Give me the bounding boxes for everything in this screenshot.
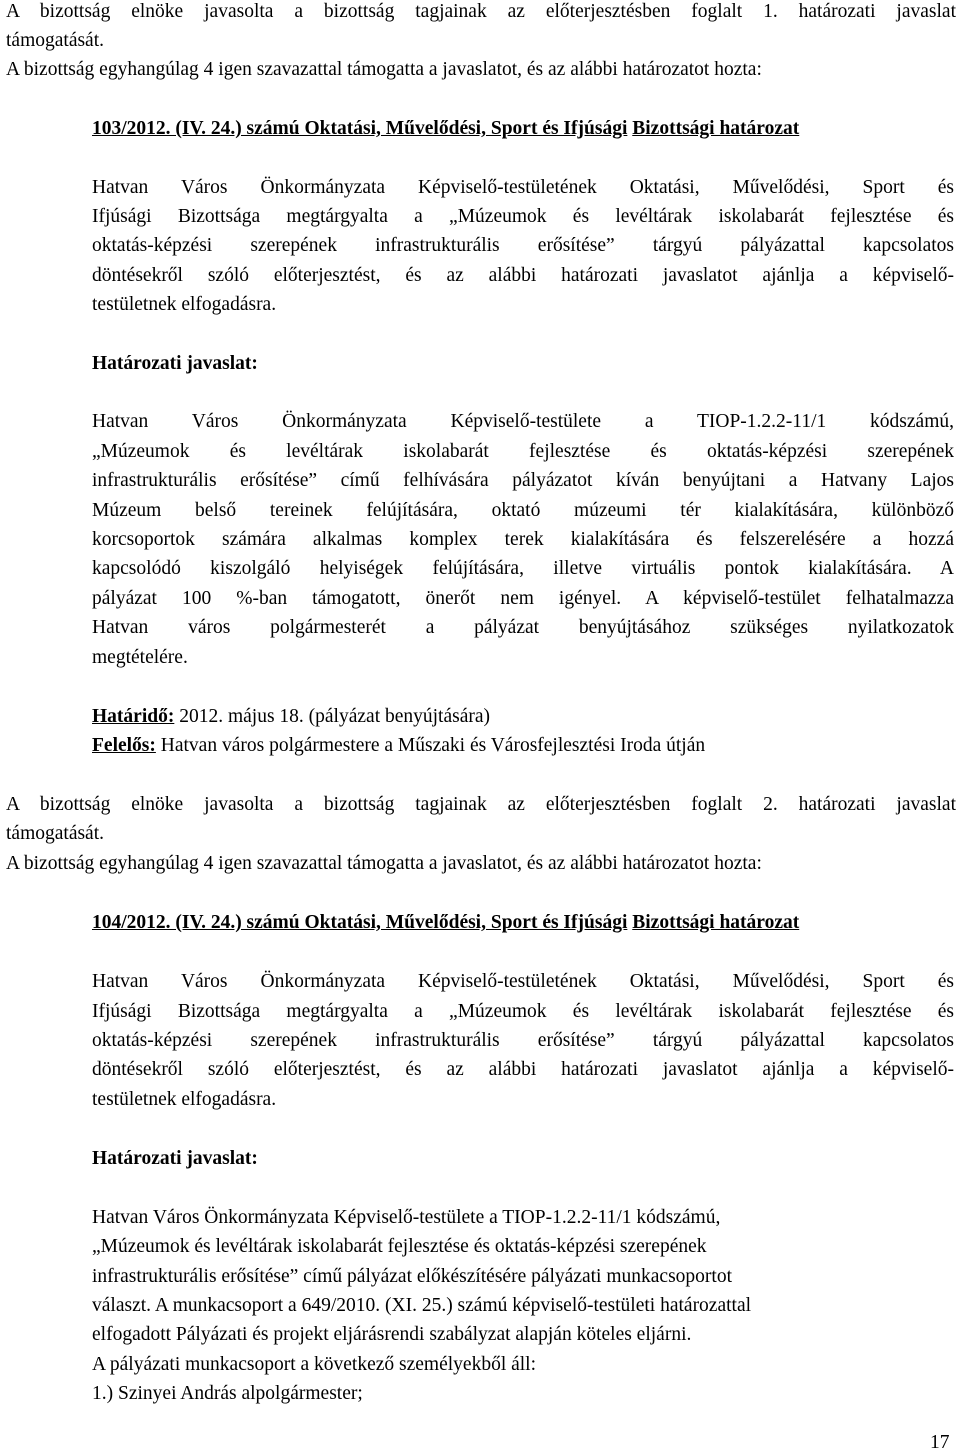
responsible-label: Felelős: bbox=[92, 735, 156, 756]
deadline-line bbox=[92, 705, 954, 729]
responsible-value: Hatvan város polgármestere a Műszaki és Városfejlesztési Iroda útján bbox=[155, 735, 706, 756]
resolution-heading bbox=[92, 911, 799, 935]
resolution-heading-type: Bizottsági határozat bbox=[632, 912, 800, 933]
proposal-line: pályázat 100 %-ban támogatott, önerőt nem igényel. A képviselő-testület felhatalmazza bbox=[92, 588, 954, 609]
proposal-line: elfogadott Pályázati és projekt eljárásrendi szabályzat alapján köteles eljárni. bbox=[92, 1324, 692, 1345]
proposal-line: korcsoportok számára alkalmas komplex terek kialakítására és felszerelésére a hozzá bbox=[92, 529, 954, 550]
proposal-line: kapcsolódó kiszolgáló helyiségek felújítására, illetve virtuális pontok kialakítására. A bbox=[92, 558, 954, 579]
paragraph-line: Ifjúsági Bizottsága megtárgyalta a „Múzeumok és levéltárak iskolabarát fejlesztése és bbox=[92, 206, 954, 227]
paragraph-line: Hatvan Város Önkormányzata Képviselő-testületének Oktatási, Művelődési, Sport és bbox=[92, 177, 954, 198]
proposal-heading: Határozati javaslat: bbox=[92, 353, 258, 374]
page-number: 17 bbox=[930, 1432, 950, 1453]
paragraph-line: oktatás-képzési szerepének infrastrukturális erősítése” tárgyú pályázattal kapcsolatos bbox=[92, 1030, 954, 1051]
proposal-line: Hatvan Város Önkormányzata Képviselő-testülete a TIOP-1.2.2-11/1 kódszámú, bbox=[92, 1207, 721, 1228]
proposal-line: megtételére. bbox=[92, 647, 188, 668]
intro-line: A bizottság elnöke javasolta a bizottság tagjainak az előterjesztésben foglalt 2. határozati javaslat bbox=[6, 794, 956, 815]
proposal-line: „Múzeumok és levéltárak iskolabarát fejlesztése és oktatás-képzési szerepének bbox=[92, 441, 954, 462]
intro-line: támogatását. bbox=[6, 30, 105, 51]
paragraph-line: testületnek elfogadásra. bbox=[92, 294, 277, 315]
resolution-heading-number: 103/2012. (IV. 24.) számú Oktatási, Művelődési, Sport és Ifjúsági bbox=[92, 118, 628, 139]
paragraph-line: Hatvan Város Önkormányzata Képviselő-testületének Oktatási, Művelődési, Sport és bbox=[92, 971, 954, 992]
intro-line: A bizottság elnöke javasolta a bizottság tagjainak az előterjesztésben foglalt 1. határozati javaslat bbox=[6, 1, 956, 22]
proposal-line: infrastrukturális erősítése” című felhívására pályázatot kíván benyújtani a Hatvany Lajos bbox=[92, 470, 954, 491]
paragraph-line: döntésekről szóló előterjesztést, és az alábbi határozati javaslatot ajánlja a képviselő- bbox=[92, 1059, 954, 1080]
paragraph-line: Ifjúsági Bizottsága megtárgyalta a „Múzeumok és levéltárak iskolabarát fejlesztése és bbox=[92, 1001, 954, 1022]
proposal-line: 1.) Szinyei András alpolgármester; bbox=[92, 1383, 363, 1404]
proposal-heading: Határozati javaslat: bbox=[92, 1148, 258, 1169]
intro-line: támogatását. bbox=[6, 823, 105, 844]
responsible-line bbox=[92, 734, 954, 758]
proposal-line: választ. A munkacsoport a 649/2010. (XI. 25.) számú képviselő-testületi határozattal bbox=[92, 1295, 752, 1316]
proposal-line: A pályázati munkacsoport a következő személyekből áll: bbox=[92, 1354, 537, 1375]
proposal-line: infrastrukturális erősítése” című pályázat előkészítésére pályázati munkacsoportot bbox=[92, 1266, 732, 1287]
deadline-value: 2012. május 18. (pályázat benyújtására) bbox=[174, 706, 491, 727]
paragraph-line: oktatás-képzési szerepének infrastrukturális erősítése” tárgyú pályázattal kapcsolatos bbox=[92, 235, 954, 256]
vote-line: A bizottság egyhangúlag 4 igen szavazattal támogatta a javaslatot, és az alábbi határozatot hozta: bbox=[6, 853, 762, 874]
deadline-label: Határidő: bbox=[92, 706, 175, 727]
paragraph-line: döntésekről szóló előterjesztést, és az alábbi határozati javaslatot ajánlja a képviselő- bbox=[92, 265, 954, 286]
resolution-heading-number: 104/2012. (IV. 24.) számú Oktatási, Művelődési, Sport és Ifjúsági bbox=[92, 912, 628, 933]
proposal-line: Hatvan város polgármesterét a pályázat benyújtásához szükséges nyilatkozatok bbox=[92, 617, 954, 638]
resolution-heading-type: Bizottsági határozat bbox=[632, 118, 800, 139]
proposal-line: „Múzeumok és levéltárak iskolabarát fejlesztése és oktatás-képzési szerepének bbox=[92, 1236, 707, 1257]
resolution-heading bbox=[92, 117, 799, 141]
vote-line: A bizottság egyhangúlag 4 igen szavazattal támogatta a javaslatot, és az alábbi határozatot hozta: bbox=[6, 59, 762, 80]
proposal-line: Múzeum belső tereinek felújítására, oktató múzeumi tér kialakítására, különböző bbox=[92, 500, 954, 521]
proposal-line: Hatvan Város Önkormányzata Képviselő-testülete a TIOP-1.2.2-11/1 kódszámú, bbox=[92, 411, 954, 432]
paragraph-line: testületnek elfogadásra. bbox=[92, 1089, 277, 1110]
